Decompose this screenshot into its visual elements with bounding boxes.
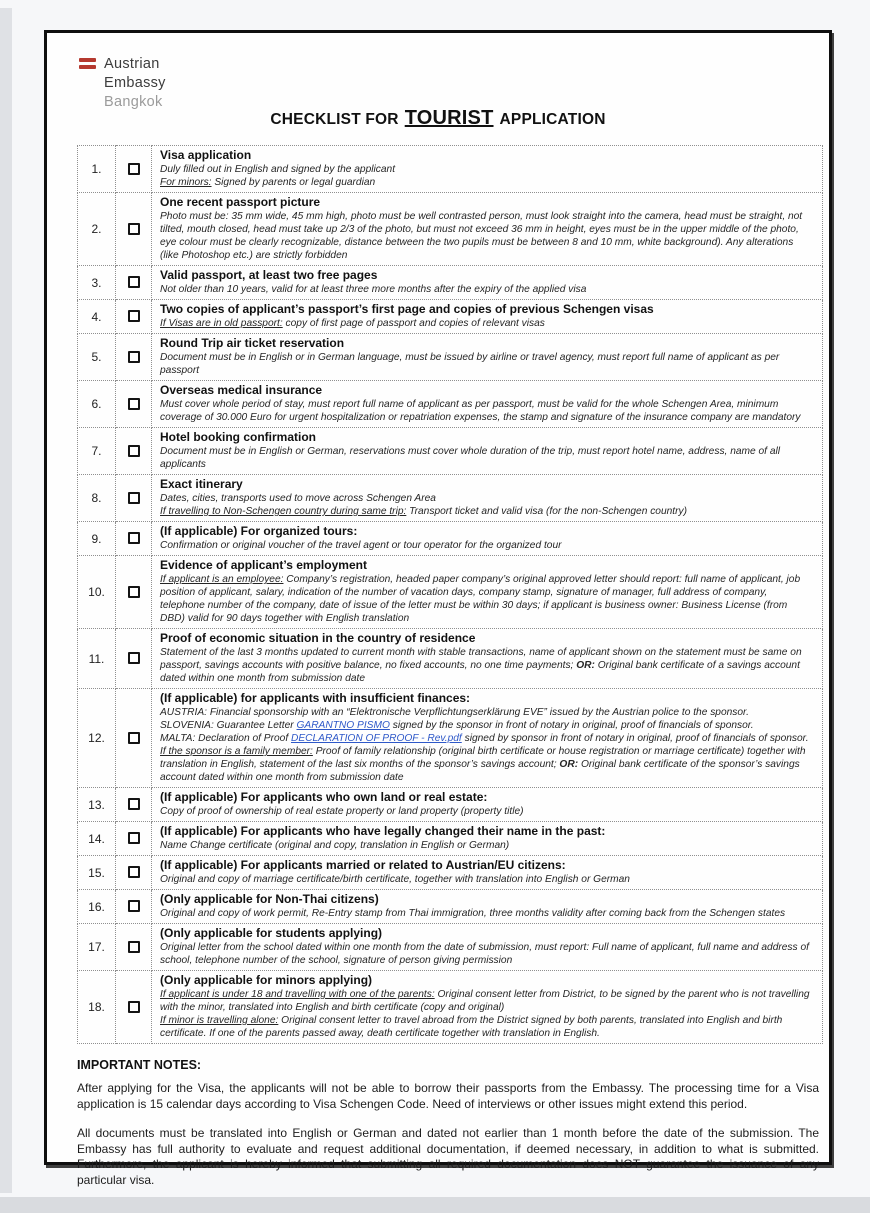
text-segment: Name Change certificate (original and copy, translation in English or German) [160,840,510,851]
text-segment: Copy of proof of ownership of real estate property or land property (property title) [160,806,524,817]
item-number: 8. [78,475,116,522]
checkbox-cell [116,890,152,924]
checkbox-cell [116,556,152,629]
item-content [152,475,823,522]
text-segment: Document must be in English or in German language, must be issued by airline or travel agency, must report full name of applicant as per passport [160,352,780,376]
checklist-row [78,300,823,334]
checkbox[interactable] [128,163,140,175]
text-segment: Original bank certificate of the sponsor’s savings account dated within one month from submission date [160,759,800,783]
checklist-row [78,334,823,381]
item-content [152,890,823,924]
item-content [152,822,823,856]
checkbox-cell [116,428,152,475]
logo-line-bangkok: Bangkok [104,94,163,111]
item-title: (If applicable) For applicants who own land or real estate: [160,790,488,804]
checkbox-cell [116,334,152,381]
embassy-logo-text [104,55,166,112]
checkbox-cell [116,300,152,334]
item-content [152,629,823,689]
checkbox[interactable] [128,492,140,504]
item-description-line [160,839,814,852]
item-content [152,428,823,475]
checklist-row [78,428,823,475]
text-segment: If minor is travelling alone: [160,1015,279,1026]
item-description-line [160,317,814,330]
title-emphasis: TOURIST [404,107,494,129]
checkbox-cell [116,475,152,522]
item-description-line [160,1014,814,1040]
checklist-table [77,145,823,1044]
item-number: 2. [78,193,116,266]
item-number: 16. [78,890,116,924]
checklist-row [78,629,823,689]
item-description-line [160,351,814,377]
checkbox-cell [116,381,152,428]
checklist-row [78,822,823,856]
item-title: (If applicable) For organized tours: [160,524,358,538]
item-title: Exact itinerary [160,477,243,491]
item-content [152,689,823,788]
checkbox-cell [116,193,152,266]
text-segment: If applicant is an employee: [160,574,284,585]
page-title [47,107,829,130]
text-segment: SLOVENIA: Guarantee Letter [160,720,297,731]
checkbox-cell [116,629,152,689]
item-description-line [160,732,814,745]
checklist-row [78,689,823,788]
item-description-line [160,706,814,719]
checkbox[interactable] [128,732,140,744]
checklist-row [78,856,823,890]
checkbox-cell [116,924,152,971]
item-description-line [160,163,814,176]
item-description-line [160,941,814,967]
notes-heading: IMPORTANT NOTES: [77,1058,202,1072]
checkbox-cell [116,522,152,556]
notes-paragraph: All documents must be translated into English or German and dated not earlier than 1 month before the date of the submission. The Embassy has full authority to evaluate and request additional documentation, if deemed necessary, in addition to what is submitted. Furthermore, the applicant is hereby informed that submitting all required documentation does NOT guarantee the issuance of any particular visa. [77,1126,819,1187]
item-description-line [160,505,814,518]
text-segment: For minors: [160,177,212,188]
checkbox-cell [116,856,152,890]
item-description-line [160,646,814,685]
document-link[interactable]: DECLARATION OF PROOF - Rev.pdf [290,733,462,744]
item-number: 4. [78,300,116,334]
text-segment: Confirmation or original voucher of the travel agent or tour operator for the organized tour [160,540,562,551]
checkbox[interactable] [128,832,140,844]
text-segment: Dates, cities, transports used to move across Schengen Area [160,493,436,504]
text-segment: Transport ticket and valid visa (for the non-Schengen country) [406,506,688,517]
logo-line-embassy: Embassy [104,75,166,92]
item-number: 3. [78,266,116,300]
text-segment: Proof of family relationship (original birth certificate or house registration or marriage certificate) together with translation in English, statement of the last six months of the sponsor’s savings account; [160,746,806,770]
checkbox[interactable] [128,276,140,288]
item-title: (If applicable) for applicants with insufficient finances: [160,691,471,705]
text-segment: AUSTRIA: Financial sponsorship with an “Elektronische Verpflichtungserklärung EVE” issued by the Austrian police to the sponsor. [160,707,749,718]
scan-edge-bottom [0,1197,870,1213]
item-description-line [160,873,814,886]
item-number: 14. [78,822,116,856]
item-content [152,788,823,822]
text-segment: Not older than 10 years, valid for at least three more months after the expiry of the applied visa [160,284,587,295]
checkbox[interactable] [128,941,140,953]
checklist-row [78,890,823,924]
item-content [152,300,823,334]
text-segment: MALTA: Declaration of Proof [160,733,291,744]
item-content [152,556,823,629]
title-suffix: APPLICATION [499,111,606,128]
text-segment: Duly filled out in English and signed by the applicant [160,164,396,175]
text-segment: Company’s registration, headed paper company’s original approved letter should report: full name of applicant, job position of applicant, salary, indication of the number of vacation days, company stamp, signature of manager, full address of company, telephone number of the company, date of issue of the letter must be within 30 days; if applicant is business owner: Business License (from DBD) valid for 90 days together with English translation [160,574,801,624]
text-segment: OR: [576,660,595,671]
document-page [44,30,832,1187]
checkbox[interactable] [128,866,140,878]
item-content [152,522,823,556]
checklist-row [78,193,823,266]
checkbox[interactable] [128,900,140,912]
item-description-line [160,988,814,1014]
item-content [152,266,823,300]
item-title: Two copies of applicant’s passport’s first page and copies of previous Schengen visas [160,302,654,316]
checklist-body [78,146,823,1044]
title-prefix: CHECKLIST FOR [270,111,399,128]
checkbox[interactable] [128,532,140,544]
item-title: Round Trip air ticket reservation [160,336,345,350]
item-number: 5. [78,334,116,381]
checklist-row [78,475,823,522]
document-link[interactable]: GARANTNO PISMO [296,720,390,731]
checkbox-cell [116,788,152,822]
item-title: Visa application [160,148,252,162]
checkbox[interactable] [128,1001,140,1013]
text-segment: Statement of the last 3 months updated to current month with stable transactions, name of applicant shown on the statement must be same on passport, savings accounts with positive balance, no fixed accounts, no one time payments; [160,647,802,671]
item-description-line [160,398,814,424]
checkbox-cell [116,822,152,856]
text-segment: Must cover whole period of stay, must report full name of applicant as per passport, must be valid for the whole Schengen Area, minimum coverage of 30.000 Euro for urgent hospitalization or repatriation expenses, the stamp and signature of the insurance company are mandatory [160,399,801,423]
important-notes [77,1058,819,1188]
item-description-line [160,210,814,262]
item-number: 12. [78,689,116,788]
checklist-row [78,266,823,300]
item-title: Evidence of applicant’s employment [160,558,367,572]
item-number: 11. [78,629,116,689]
scan-edge-left [0,8,12,1193]
checklist-row [78,556,823,629]
item-number: 13. [78,788,116,822]
item-description-line [160,745,814,784]
text-segment: Original letter from the school dated within one month from the date of submission, must report: Full name of applicant, full name and address of school, telephone number of the school, signature of person giving permission [160,942,809,966]
item-title: Valid passport, at least two free pages [160,268,378,282]
text-segment: If travelling to Non-Schengen country during same trip: [160,506,407,517]
checklist-row [78,522,823,556]
item-content [152,971,823,1044]
item-number: 17. [78,924,116,971]
item-number: 15. [78,856,116,890]
text-segment: Photo must be: 35 mm wide, 45 mm high, photo must be well contrasted person, must look straight into the camera, head must be straight, not tilted, mouth closed, head must take up 2/3 of the photo, but must not exceed 36 mm in height, eyes must be in the upper middle of the photo, eye colour must be clearly recognizable, distance between the two pupils must be between 8 and 10 mm, white background). Any alterations (like Photoshop etc.) are strictly forbidden [160,211,803,261]
item-title: Overseas medical insurance [160,383,323,397]
item-number: 10. [78,556,116,629]
item-content [152,193,823,266]
item-title: Proof of economic situation in the country of residence [160,631,476,645]
item-description-line [160,539,814,552]
item-number: 7. [78,428,116,475]
item-number: 6. [78,381,116,428]
text-segment: Original consent letter to travel abroad from the District signed by both parents, translated into English and birth certificate. If one of the parents passed away, death certificate together with translation in English. [160,1015,783,1039]
checkbox[interactable] [128,586,140,598]
item-description-line [160,492,814,505]
text-segment: Original consent letter from District, to be signed by the parent who is not travelling with the minor, translated into English and birth certificate (copy and original) [160,989,810,1013]
checkbox[interactable] [128,398,140,410]
text-segment: signed by sponsor in front of notary in original, proof of financials of sponsor. [461,733,809,744]
item-description-line [160,573,814,625]
checklist-row [78,971,823,1044]
item-title: (Only applicable for students applying) [160,926,383,940]
text-segment: Original and copy of work permit, Re-Entry stamp from Thai immigration, three months validity after coming back from the Schengen states [160,908,786,919]
checkbox[interactable] [128,223,140,235]
item-description-line [160,176,814,189]
checkbox[interactable] [128,652,140,664]
text-segment: OR: [559,759,579,770]
text-segment: copy of first page of passport and copies of relevant visas [282,318,545,329]
text-segment: Document must be in English or German, reservations must cover whole duration of the trip, must report hotel name, address, name of all applicants [160,446,781,470]
item-description-line [160,719,814,732]
item-title: (Only applicable for Non-Thai citizens) [160,892,379,906]
text-segment: signed by the sponsor in front of notary in original, proof of financials of sponsor. [389,720,754,731]
item-content [152,381,823,428]
item-content [152,334,823,381]
checkbox-cell [116,689,152,788]
item-title: One recent passport picture [160,195,321,209]
checkbox[interactable] [128,310,140,322]
text-segment: If Visas are in old passport: [160,318,283,329]
logo-line-austrian: Austrian [104,56,160,72]
checklist-row [78,381,823,428]
embassy-logo [79,55,166,112]
checkbox[interactable] [128,351,140,363]
checklist-row [78,788,823,822]
checkbox-cell [116,266,152,300]
item-description-line [160,907,814,920]
item-content [152,856,823,890]
item-number: 1. [78,146,116,193]
item-content [152,146,823,193]
checkbox[interactable] [128,445,140,457]
text-segment: Signed by parents or legal guardian [211,177,376,188]
checklist-row [78,924,823,971]
text-segment: Original and copy of marriage certificate/birth certificate, together with translation into English or German [160,874,630,885]
notes-paragraph: After applying for the Visa, the applicants will not be able to borrow their passports from the Embassy. The processing time for a Visa application is 15 calendar days according to Visa Schengen Code. Need of interviews or other issues might extend this period. [77,1081,819,1111]
item-title: Hotel booking confirmation [160,430,316,444]
austrian-flag-icon [79,58,96,112]
item-title: (If applicable) For applicants married or related to Austrian/EU citizens: [160,858,566,872]
document-header [47,55,829,141]
item-description-line [160,445,814,471]
text-segment: If applicant is under 18 and travelling with one of the parents: [160,989,435,1000]
checkbox-cell [116,146,152,193]
item-number: 9. [78,522,116,556]
checklist-row [78,146,823,193]
item-description-line [160,805,814,818]
item-number: 18. [78,971,116,1044]
text-segment: If the sponsor is a family member: [160,746,313,757]
item-description-line [160,283,814,296]
checkbox-cell [116,971,152,1044]
item-title: (If applicable) For applicants who have legally changed their name in the past: [160,824,606,838]
text-segment: Original bank certificate of a savings account dated within one month from submission date [160,660,800,684]
checkbox[interactable] [128,798,140,810]
item-title: (Only applicable for minors applying) [160,973,373,987]
item-content [152,924,823,971]
